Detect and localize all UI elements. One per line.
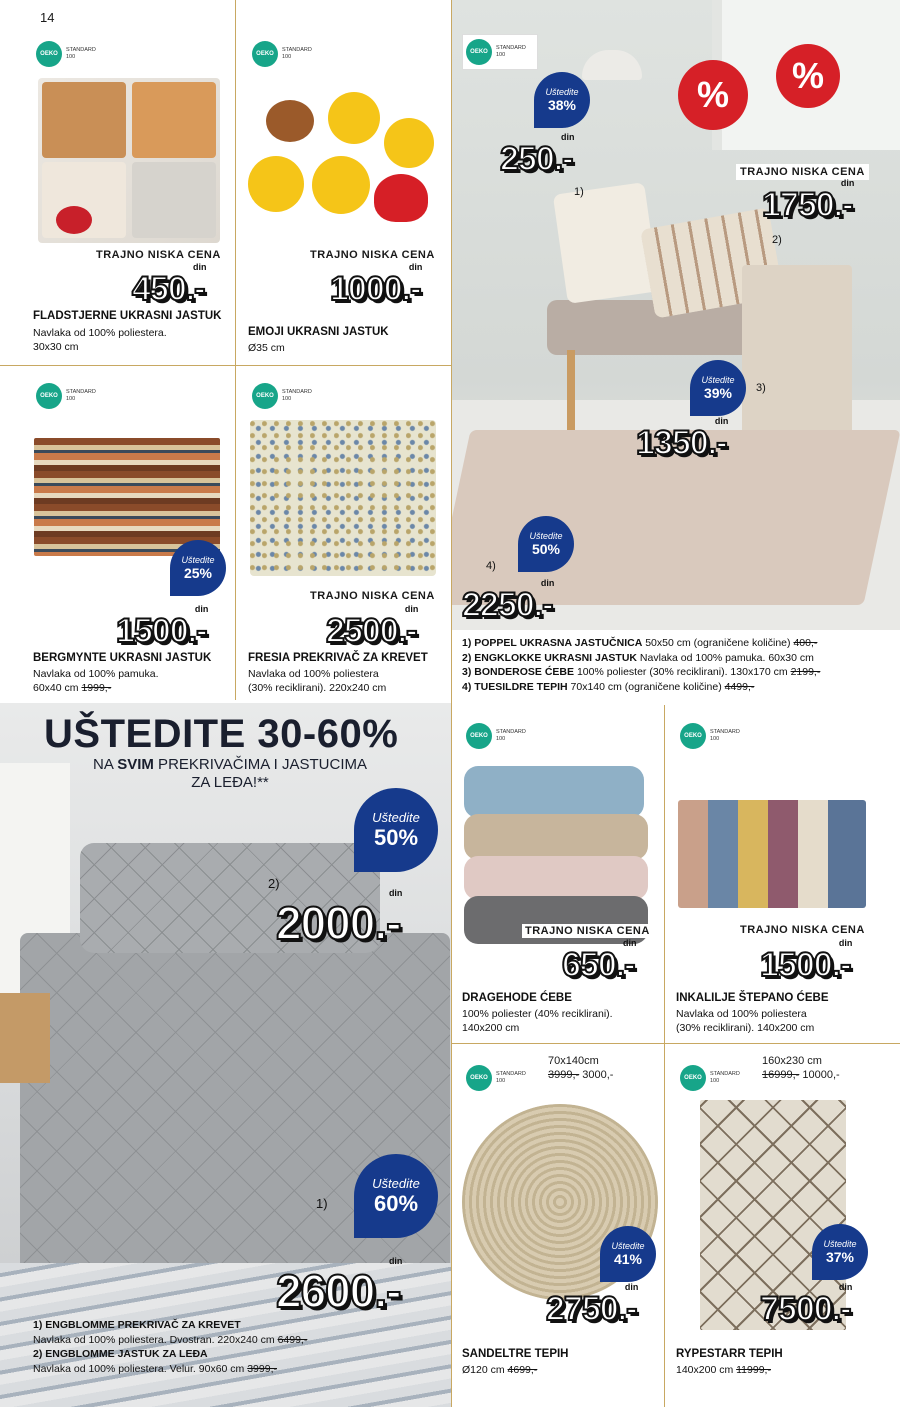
fresia-price: 2500.- din bbox=[326, 604, 419, 650]
emoji-desc: Ø35 cm bbox=[248, 342, 285, 354]
inkalilje-image bbox=[678, 800, 866, 908]
fladstjerne-desc: Navlaka od 100% poliestera. 30x30 cm bbox=[33, 327, 167, 353]
oeko-tex-logo: OEKO STANDARD 100 bbox=[462, 34, 538, 70]
trajno-niska-cena-label: TRAJNO NISKA CENA bbox=[522, 924, 653, 938]
divider bbox=[664, 705, 665, 1407]
item-number: 2) bbox=[772, 234, 782, 246]
save-badge: Uštedite 41% bbox=[600, 1226, 656, 1282]
list-item: 1) POPPEL UKRASNA JASTUČNICA 50x50 cm (ograničene količine) 400,- bbox=[462, 637, 818, 649]
fladstjerne-price: 450.- din bbox=[132, 262, 207, 308]
percent-tag: % bbox=[776, 44, 840, 108]
emoji-pillows-image bbox=[246, 90, 438, 230]
trajno-niska-cena-label: TRAJNO NISKA CENA bbox=[736, 164, 869, 180]
inkalilje-desc: Navlaka od 100% poliestera (30% reciklirani). 140x200 cm bbox=[676, 1008, 815, 1034]
save-badge: Uštedite 39% bbox=[690, 360, 746, 416]
bonderose-price: 1350.- din bbox=[636, 416, 729, 462]
save-badge: Uštedite 37% bbox=[812, 1224, 868, 1280]
item-number: 3) bbox=[756, 382, 766, 394]
inkalilje-name: INKALILJE ŠTEPANO ĆEBE bbox=[676, 992, 829, 1004]
oeko-tex-logo: OEKO STANDARD 100 bbox=[466, 718, 542, 754]
fresia-image bbox=[250, 420, 436, 576]
fresia-desc: Navlaka od 100% poliestera (30% reciklirani). 220x240 cm bbox=[248, 668, 387, 694]
rypestarr-desc: 140x200 cm 11999,- bbox=[676, 1364, 771, 1376]
save-badge: Uštedite 50% bbox=[354, 788, 438, 872]
divider bbox=[0, 365, 451, 366]
item-number: 1) bbox=[574, 186, 584, 198]
item-number: 2) bbox=[268, 876, 280, 891]
trajno-niska-cena-label: TRAJNO NISKA CENA bbox=[740, 924, 865, 936]
sandeltre-name: SANDELTRE TEPIH bbox=[462, 1348, 569, 1360]
fladstjerne-image bbox=[38, 78, 220, 243]
sandeltre-desc: Ø120 cm 4699,- bbox=[462, 1364, 538, 1376]
oeko-tex-logo: OEKO STANDARD 100 bbox=[252, 378, 328, 414]
divider bbox=[235, 0, 236, 700]
emoji-name: EMOJI UKRASNI JASTUK bbox=[248, 326, 389, 338]
list-item: 2) ENGKLOKKE UKRASNI JASTUK Navlaka od 100% pamuka. 60x30 cm bbox=[462, 651, 814, 664]
trajno-niska-cena-label: TRAJNO NISKA CENA bbox=[310, 590, 435, 602]
bergmynte-desc: Navlaka od 100% pamuka. 60x40 cm 1999,- bbox=[33, 668, 159, 694]
poppel-price: 250.- din bbox=[500, 132, 575, 178]
list-item: 3) BONDEROSE ĆEBE 100% poliester (30% reciklirani). 130x170 cm 2199,- bbox=[462, 666, 821, 678]
room-item-list bbox=[462, 636, 892, 694]
item-number: 4) bbox=[486, 560, 496, 572]
bergmynte-name: BERGMYNTE UKRASNI JASTUK bbox=[33, 652, 212, 664]
oeko-tex-logo: OEKO STANDARD 100 bbox=[680, 1060, 756, 1096]
engblomme-jastuk-price: 2000.- din bbox=[276, 888, 403, 949]
dragehode-image bbox=[464, 766, 650, 948]
bergmynte-price: 1500.- din bbox=[116, 604, 209, 650]
promo-headline: UŠTEDITE 30-60% bbox=[44, 712, 399, 756]
emoji-price: 1000.- din bbox=[330, 262, 423, 308]
dragehode-price: 650.- din bbox=[562, 938, 637, 984]
oeko-tex-logo: OEKO STANDARD 100 bbox=[466, 1060, 542, 1096]
oeko-tex-logo: OEKO STANDARD 100 bbox=[680, 718, 756, 754]
divider bbox=[451, 1043, 900, 1044]
save-badge: Uštedite 60% bbox=[354, 1154, 438, 1238]
fladstjerne-name: FLADSTJERNE UKRASNI JASTUK bbox=[33, 310, 222, 322]
save-badge: Uštedite 50% bbox=[518, 516, 574, 572]
rypestarr-name: RYPESTARR TEPIH bbox=[676, 1348, 783, 1360]
rypestarr-size-price: 160x230 cm 16999,- 10000,- bbox=[762, 1055, 840, 1081]
sandeltre-price: 2750.- din bbox=[546, 1282, 639, 1328]
page-number: 14 bbox=[40, 10, 55, 25]
inkalilje-price: 1500.- din bbox=[760, 938, 853, 984]
oeko-tex-logo: OEKO STANDARD 100 bbox=[252, 36, 328, 72]
save-badge: Uštedite 38% bbox=[534, 72, 590, 128]
trajno-niska-cena-label: TRAJNO NISKA CENA bbox=[96, 249, 221, 261]
bergmynte-image bbox=[34, 438, 220, 556]
save-badge: Uštedite 25% bbox=[170, 540, 226, 596]
trajno-niska-cena-label: TRAJNO NISKA CENA bbox=[310, 249, 435, 261]
promo-subheadline: NA SVIM PREKRIVAČIMA I JASTUCIMA ZA LEĐA!** bbox=[93, 756, 367, 791]
oeko-tex-logo: OEKO STANDARD 100 bbox=[36, 36, 112, 72]
rypestarr-price: 7500.- din bbox=[760, 1282, 853, 1328]
tuesildre-price: 2250.- din bbox=[462, 578, 555, 624]
engblomme-prekrivac-price: 2600.- din bbox=[276, 1256, 403, 1317]
sandeltre-size-price: 70x140cm 3999,- 3000,- bbox=[548, 1055, 614, 1081]
engklokke-price: 1750.- din bbox=[762, 178, 855, 224]
oeko-tex-logo: OEKO STANDARD 100 bbox=[36, 378, 112, 414]
percent-tag: % bbox=[678, 60, 748, 130]
dragehode-desc: 100% poliester (40% reciklirani). 140x200 cm bbox=[462, 1008, 613, 1034]
dragehode-name: DRAGEHODE ĆEBE bbox=[462, 992, 572, 1004]
list-item: 4) TUESILDRE TEPIH 70x140 cm (ograničene količine) 4499,- bbox=[462, 680, 755, 693]
item-number: 1) bbox=[316, 1196, 328, 1211]
fresia-name: FRESIA PREKRIVAČ ZA KREVET bbox=[248, 652, 428, 664]
engblomme-item-list: 1) ENGBLOMME PREKRIVAČ ZA KREVET Navlaka od 100% poliestera. Dvostran. 220x240 cm 6499,- 2) ENGBLOMME JASTUK ZA LEĐA Navlaka od 100% poliestera. Velur. 90x60 cm 3999,- bbox=[33, 1319, 308, 1375]
